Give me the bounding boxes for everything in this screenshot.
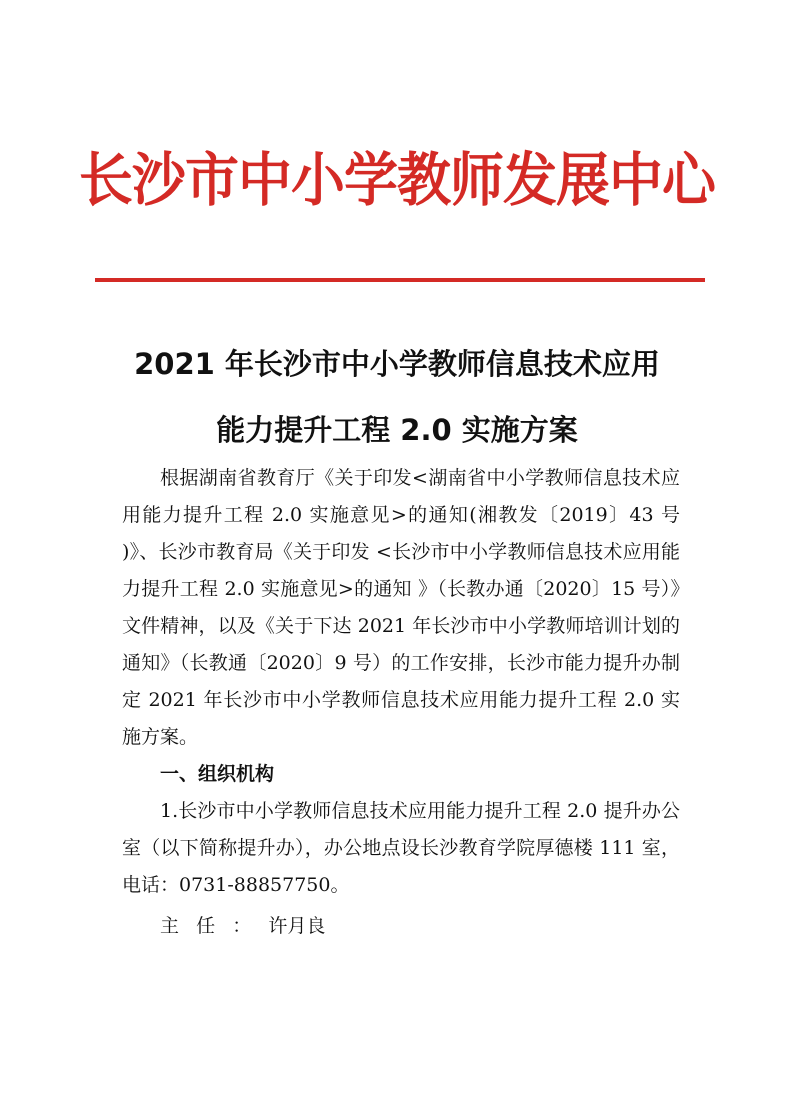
document-body (122, 460, 680, 945)
letterhead-red-rule (95, 278, 705, 282)
document-title-line-2: 能力提升工程 2.0 实施方案 (216, 413, 578, 447)
intro-paragraph: 根据湖南省教育厅《关于印发<湖南省中小学教师信息技术应用能力提升工程 2.0 实施意见>的通知(湘教发〔2019〕43 号 )》、长沙市教育局《关于印发 <长沙市中小学教师信息技术应用能力提升工程 2.0 实施意见>的通知 》（长教办通〔2020〕15 号）》文件精神，以及《关于下达 2021 年长沙市中小学教师培训计划的通知》（长教通〔2020〕9 号）的工作安排，长沙市能力提升办制定 2021 年长沙市中小学教师信息技术应用能力提升工程 2.0 实施方案。 (122, 467, 680, 748)
letterhead-organization: 长沙市中小学教师发展中心 (78, 146, 716, 214)
director-line (122, 908, 680, 945)
section-heading-organization: 一、组织机构 (160, 763, 275, 785)
director-label: 主任： (160, 915, 269, 937)
section-item-office: 1.长沙市中小学教师信息技术应用能力提升工程 2.0 提升办公室（以下简称提升办），办公地点设长沙教育学院厚德楼 111 室，电话：0731-88857750。 (122, 800, 680, 896)
director-name: 许月良 (268, 915, 326, 937)
document-title-line-1: 2021 年长沙市中小学教师信息技术应用 (134, 347, 660, 381)
